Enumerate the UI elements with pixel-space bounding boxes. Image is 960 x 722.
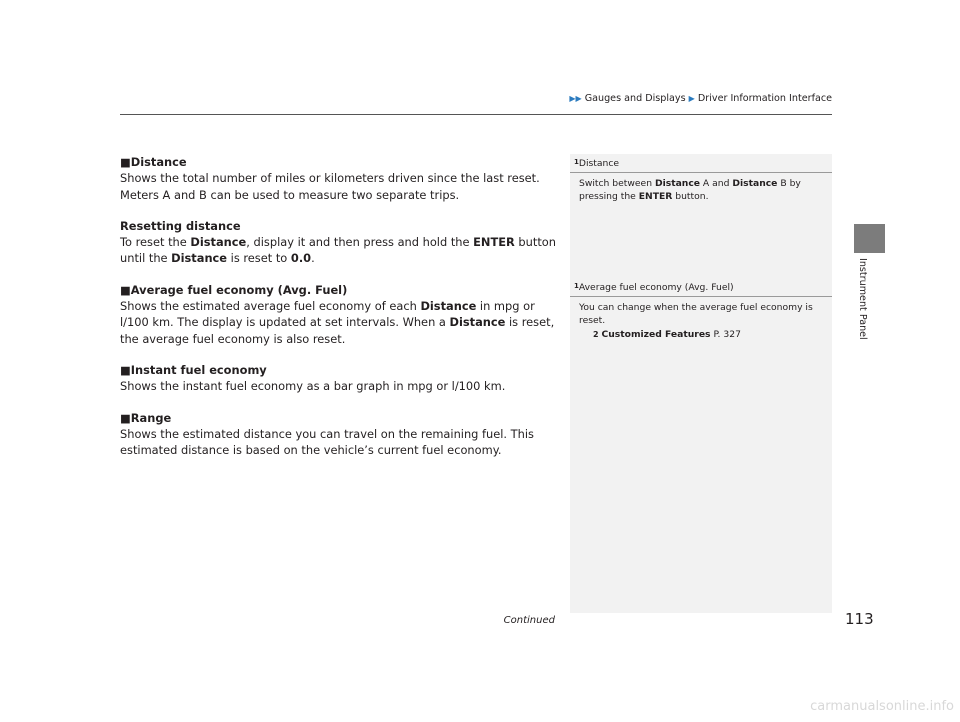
square-bullet-icon: ■: [120, 362, 131, 377]
watermark: carmanualsonline.info: [810, 699, 954, 714]
distance-body: Shows the total number of miles or kilometers driven since the last reset. Meters A and B can be used to measure two separate trips.: [120, 171, 540, 202]
section-heading-distance: ■Distance: [120, 155, 187, 169]
header-rule: [120, 114, 832, 115]
breadcrumb-item-driver-info[interactable]: Driver Information Interface: [697, 93, 832, 104]
note-title: $^1$Distance: [570, 154, 832, 173]
cross-reference-link[interactable]: 2 Customized Features P. 327: [593, 328, 741, 340]
reset-heading: Resetting distance: [120, 218, 241, 233]
note-body: You can change when the average fuel economy is reset. 2 Customized Features P. 327: [570, 297, 832, 341]
breadcrumb-item-gauges[interactable]: Gauges and Displays: [584, 93, 686, 104]
note-distance: [570, 154, 832, 204]
reset-body: To reset the Distance, display it and then press and hold the ENTER button until the Distance is reset to 0.0.: [120, 235, 556, 266]
square-bullet-icon: ■: [120, 155, 131, 169]
note-title: $^1$Average fuel economy (Avg. Fuel): [570, 278, 832, 297]
square-bullet-icon: ■: [120, 282, 131, 297]
continued-label: Continued: [503, 615, 555, 626]
main-content: [120, 154, 560, 458]
sidebar-notes: [570, 154, 832, 613]
avg-fuel-body: Shows the estimated average fuel economy of each Distance in mpg or l/100 km. The display is updated at set intervals. When a Distance is reset, the average fuel economy is also reset.: [120, 299, 555, 346]
note-body: Switch between Distance A and Distance B by pressing the ENTER button.: [579, 178, 801, 203]
ref-arrow-icon: 2: [593, 329, 599, 339]
breadcrumb-arrow-icon: ▶▶: [569, 94, 582, 103]
instant-body: Shows the instant fuel economy as a bar graph in mpg or l/100 km.: [120, 379, 506, 394]
section-heading-range: ■Range: [120, 410, 172, 425]
range-body: Shows the estimated distance you can travel on the remaining fuel. This estimated distance is based on the vehicle’s current fuel economy.: [120, 426, 534, 458]
note-marker-icon: 1: [574, 282, 579, 290]
square-bullet-icon: ■: [120, 410, 131, 425]
breadcrumb: [0, 93, 832, 104]
section-heading-instant: ■Instant fuel economy: [120, 362, 267, 377]
section-heading-avg-fuel: ■Average fuel economy (Avg. Fuel): [120, 282, 348, 297]
note-marker-icon: 1: [574, 158, 579, 166]
note-avg-fuel: [570, 278, 832, 341]
page-number: 113: [845, 610, 874, 628]
breadcrumb-arrow-icon: ▶: [688, 94, 695, 103]
chapter-label: Instrument Panel: [857, 258, 868, 340]
chapter-tab: [854, 224, 885, 253]
